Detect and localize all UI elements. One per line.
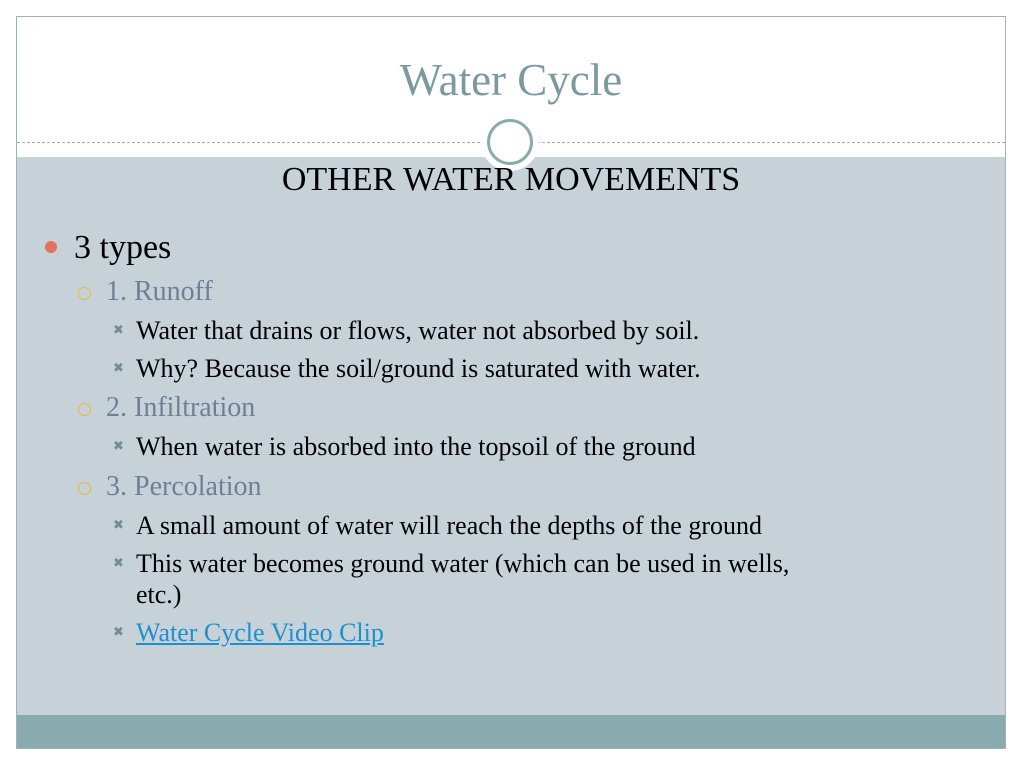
x-bullet-icon: ✖: [113, 361, 124, 376]
video-clip-link-item: [136, 618, 384, 648]
content-heading: OTHER WATER MOVEMENTS: [281, 161, 741, 198]
hollow-circle-bullet-icon: [78, 287, 91, 300]
water-cycle-video-clip-link[interactable]: Water Cycle Video Clip: [136, 618, 384, 647]
item-infiltration-label: 2. Infiltration: [106, 392, 256, 423]
level1-item: 3 types: [74, 229, 172, 266]
infiltration-subitem-1: When water is absorbed into the topsoil of the ground: [136, 432, 696, 461]
runoff-subitem-2: Why? Because the soil/ground is saturated with water.: [136, 354, 701, 383]
runoff-subitem-1: Water that drains or flows, water not absorbed by soil.: [136, 316, 700, 345]
item-percolation-label: 3. Percolation: [106, 471, 262, 502]
x-bullet-icon: ✖: [113, 625, 124, 640]
circle-ornament-icon: [487, 119, 533, 165]
percolation-subitem-1: A small amount of water will reach the depths of the ground: [136, 511, 763, 540]
item-runoff-label: 1. Runoff: [106, 276, 213, 307]
filled-circle-bullet-icon: [45, 241, 57, 253]
percolation-subitem-2-continued: etc.): [136, 580, 182, 609]
x-bullet-icon: ✖: [113, 323, 124, 338]
footer-band: [17, 715, 1005, 749]
hollow-circle-bullet-icon: [78, 403, 91, 416]
hollow-circle-bullet-icon: [78, 482, 91, 495]
x-bullet-icon: ✖: [113, 518, 124, 533]
slide-title: Water Cycle: [399, 55, 623, 105]
percolation-subitem-2: This water becomes ground water (which can be used in wells,: [136, 549, 790, 578]
x-bullet-icon: ✖: [113, 439, 124, 454]
x-bullet-icon: ✖: [113, 556, 124, 571]
